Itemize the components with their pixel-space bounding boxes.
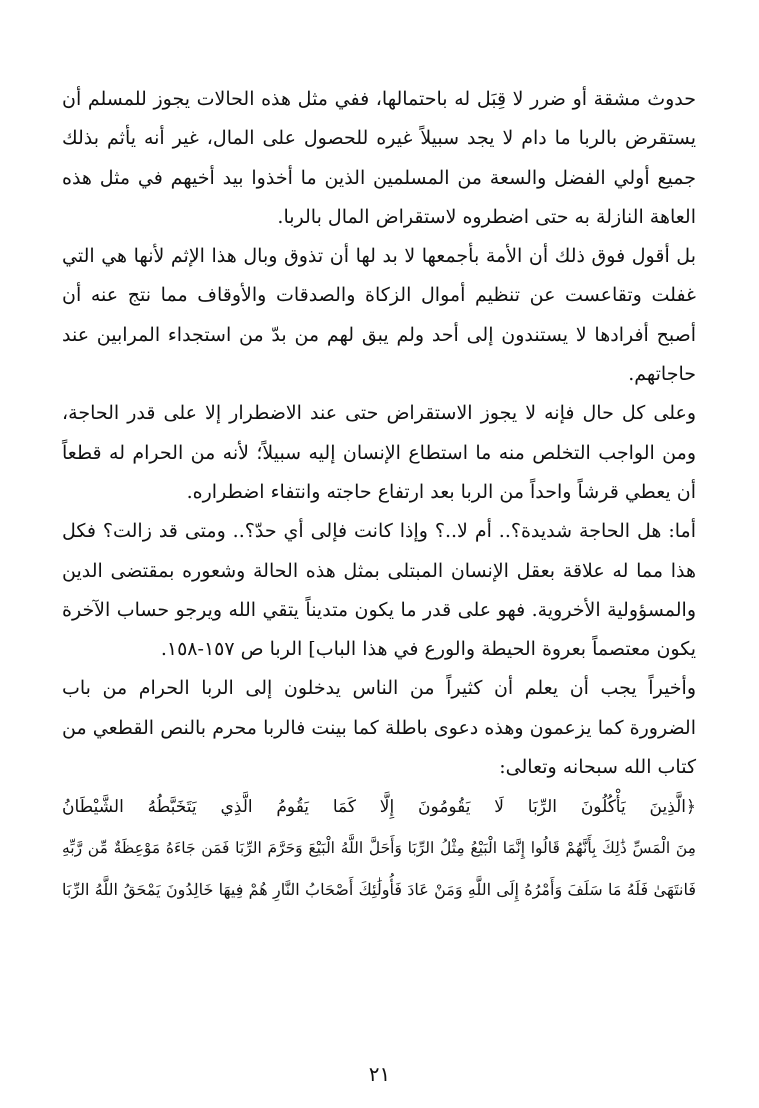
page-body-text xyxy=(62,80,696,910)
page-number: ٢١ xyxy=(368,1062,391,1086)
quran-verse-line: فَانتَهَىٰ فَلَهُ مَا سَلَفَ وَأَمْرُهُ إِلَى اللَّهِ وَمَنْ عَادَ فَأُولَٰئِكَ أَصْحَابُ النَّارِ هُمْ فِيهَا خَالِدُونَ يَمْحَقُ اللَّهُ الرِّبَا xyxy=(62,880,696,900)
paragraph: وعلى كل حال فإنه لا يجوز الاستقراض حتى عند الاضطرار إلا على قدر الحاجة، ومن الواجب التخلص منه ما استطاع الإنسان إليه سبيلاً؛ لأنه من الحرام له قطعاً أن يعطي قرشاً واحداً من الربا بعد ارتفاع حاجته وانتفاء اضطراره. xyxy=(62,402,696,503)
quote-intro: من كتاب الله سبحانه وتعالى: xyxy=(62,716,696,779)
closing-paragraph xyxy=(62,669,696,787)
quran-verse-line: ﴿الَّذِينَ يَأْكُلُونَ الرِّبَا لَا يَقُومُونَ إِلَّا كَمَا يَقُومُ الَّذِي يَتَخَبَّطُهُ الشَّيْطَانُ xyxy=(62,797,696,818)
quran-verse-line: مِنَ الْمَسِّ ذَٰلِكَ بِأَنَّهُمْ قَالُوا إِنَّمَا الْبَيْعُ مِثْلُ الرِّبَا وَأَحَلَّ اللَّهُ الْبَيْعَ وَحَرَّمَ الرِّبَا فَمَن جَاءَهُ مَوْعِظَةٌ مِّن رَّبِّهِ xyxy=(62,839,696,858)
quran-verse-block xyxy=(62,787,696,910)
paragraph: حدوث مشقة أو ضرر لا قِبَل له باحتمالها، ففي مثل هذه الحالات يجوز للمسلم أن يستقرض بالربا ما دام لا يجد سبيلاً غيره للحصول على المال، غير أنه يأثم بذلك جميع أولي الفضل والسعة من المسلمين الذين ما أخذوا بيد أخيهم في مثل هذه العاهة النازلة به حتى اضطروه لاستقراض المال بالربا. xyxy=(62,88,696,228)
closing-paragraph-text: وأخيراً يجب أن يعلم أن كثيراً من الناس يدخلون إلى الربا الحرام من باب الضرورة كما يزعمون وهذه دعوى باطلة كما بينت فالربا محرم بالنص القطعي xyxy=(62,677,696,739)
paragraph: أما: هل الحاجة شديدة؟.. أم لا..؟ وإذا كانت فإلى أي حدّ؟.. ومتى قد زالت؟ فكل هذا مما له علاقة بعقل الإنسان المبتلى بمثل هذه الحالة وشعوره بمقتضى الدين والمسؤولية الأخروية. فهو على قدر ما يكون متديناً يتقي الله ويرجو حساب الآخرة يكون معتصماً بعروة الحيطة والورع في هذا الباب] الربا ص ١٥٧-١٥٨. xyxy=(62,520,696,661)
paragraph: بل أقول فوق ذلك أن الأمة بأجمعها لا بد لها أن تذوق وبال هذا الإثم لأنها هي التي غفلت وتقاعست عن تنظيم أموال الزكاة والصدقات والأوقاف مما نتج عنه أن أصبح أفرادها لا يستندون إلى أحد ولم يبق لهم من بدّ من استجداء المرابين عند حاجاتهم. xyxy=(62,245,696,386)
